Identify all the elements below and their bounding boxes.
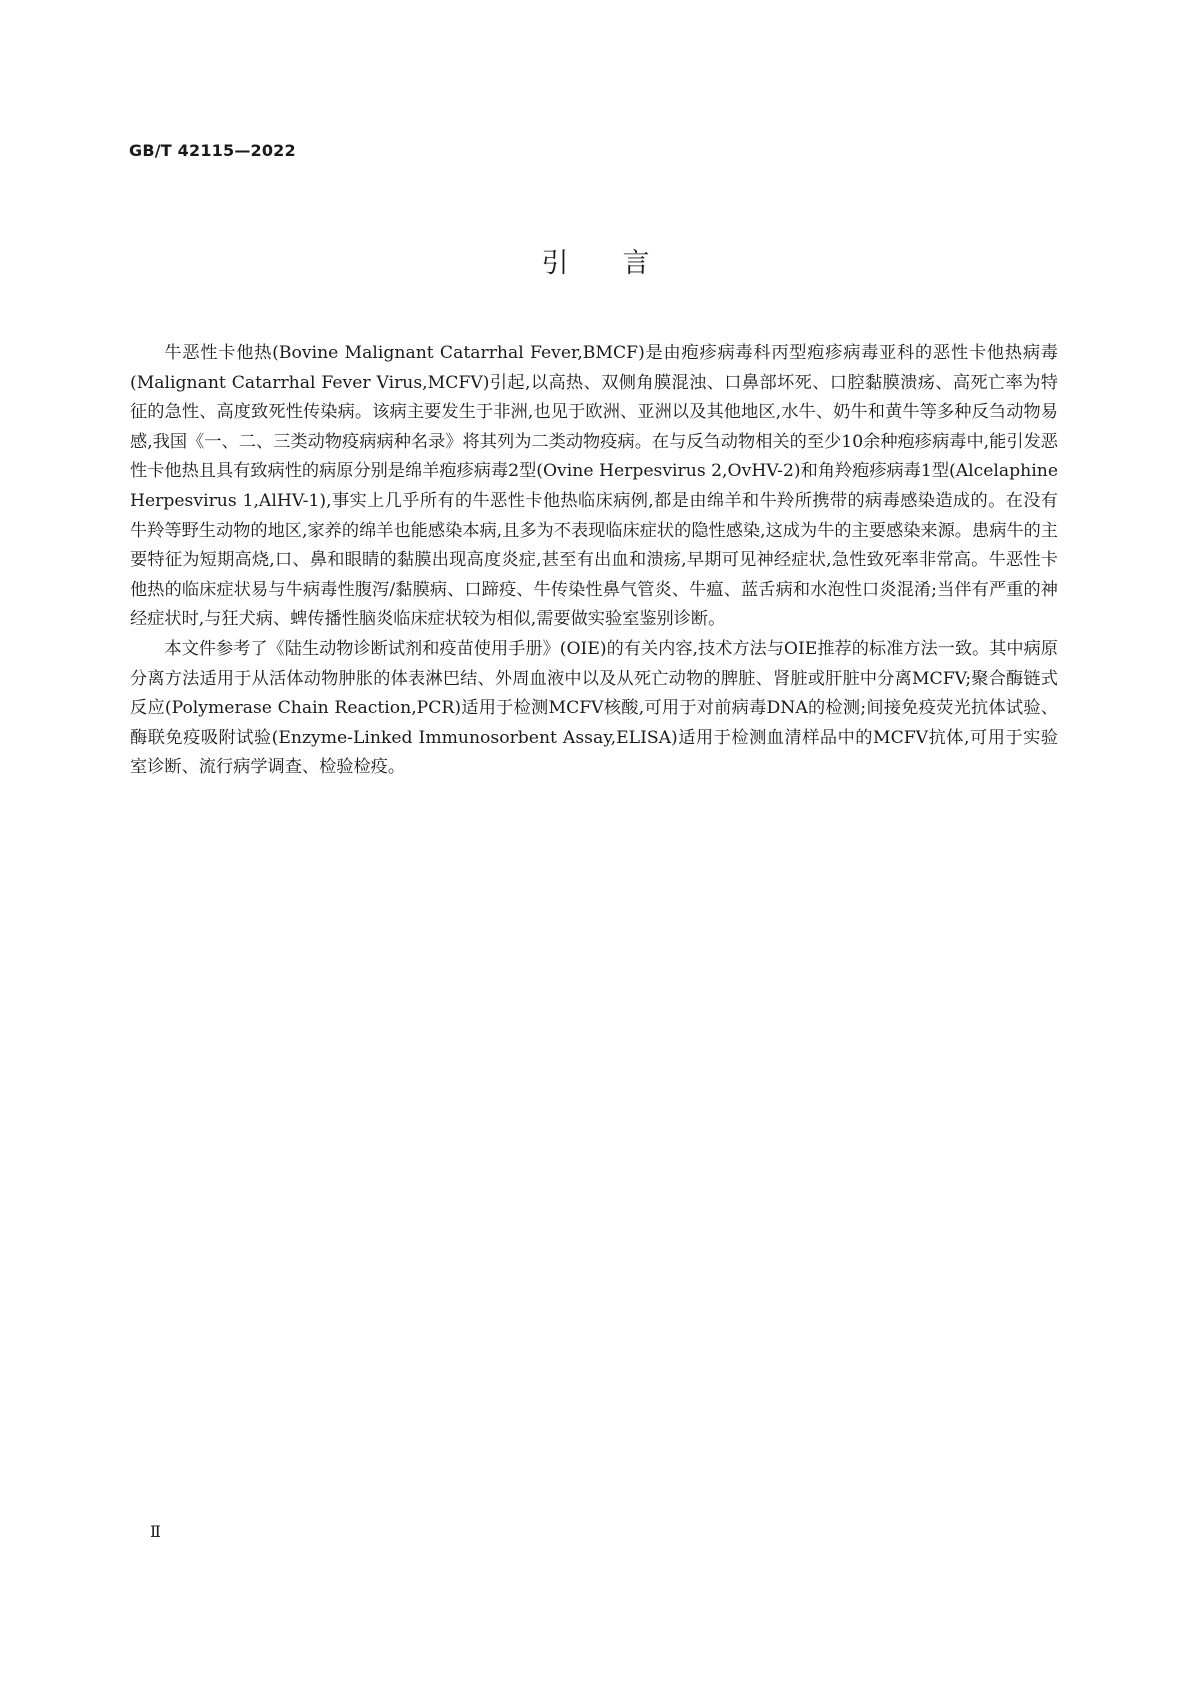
paragraph-2: 本文件参考了《陆生动物诊断试剂和疫苗使用手册》(OIE)的有关内容,技术方法与OIE推荐的标准方法一致。其中病原分离方法适用于从活体动物肿胀的体表淋巴结、外周血液中以及从死亡动物的脾脏、肾脏或肝脏中分离MCFV;聚合酶链式反应(Polymerase Chain Reaction,PCR)适用于检测MCFV核酸,可用于对前病毒DNA的检测;间接免疫荧光抗体试验、酶联免疫吸附试验(Enzyme-Linked Immunosorbent Assay,ELISA)适用于检测血清样品中的MCFV抗体,可用于实验室诊断、流行病学调查、检验检疫。 [130, 638, 1058, 778]
page-number: Ⅱ [150, 1522, 161, 1541]
paragraph-1: 牛恶性卡他热(Bovine Malignant Catarrhal Fever,BMCF)是由疱疹病毒科丙型疱疹病毒亚科的恶性卡他热病毒(Malignant Catarrhal Fever Virus,MCFV)引起,以高热、双侧角膜混浊、口鼻部坏死、口腔黏膜溃疡、高死亡率为特征的急性、高度致死性传染病。该病主要发生于非洲,也见于欧洲、亚洲以及其他地区,水牛、奶牛和黄牛等多种反刍动物易感,我国《一、二、三类动物疫病病种名录》将其列为二类动物疫病。在与反刍动物相关的至少10余种疱疹病毒中,能引发恶性卡他热且具有致病性的病原分别是绵羊疱疹病毒2型(Ovine Herpesvirus 2,OvHV-2)和角羚疱疹病毒1型(Alcelaphine Herpesvirus 1,AlHV-1),事实上几乎所有的牛恶性卡他热临床病例,都是由绵羊和牛羚所携带的病毒感染造成的。在没有牛羚等野生动物的地区,家养的绵羊也能感染本病,且多为不表现临床症状的隐性感染,这成为牛的主要感染来源。患病牛的主要特征为短期高烧,口、鼻和眼睛的黏膜出现高度炎症,甚至有出血和溃疡,早期可见神经症状,急性致死率非常高。牛恶性卡他热的临床症状易与牛病毒性腹泻/黏膜病、口蹄疫、牛传染性鼻气管炎、牛瘟、蓝舌病和水泡性口炎混淆;当伴有严重的神经症状时,与狂犬病、蜱传播性脑炎临床症状较为相似,需要做实验室鉴别诊断。 [130, 343, 1058, 630]
standard-code: GB/T 42115—2022 [129, 141, 296, 160]
introduction-body [130, 339, 1058, 783]
section-title [0, 241, 1191, 280]
section-title-char-2: 言 [622, 248, 650, 279]
section-title-char-1: 引 [541, 248, 569, 279]
